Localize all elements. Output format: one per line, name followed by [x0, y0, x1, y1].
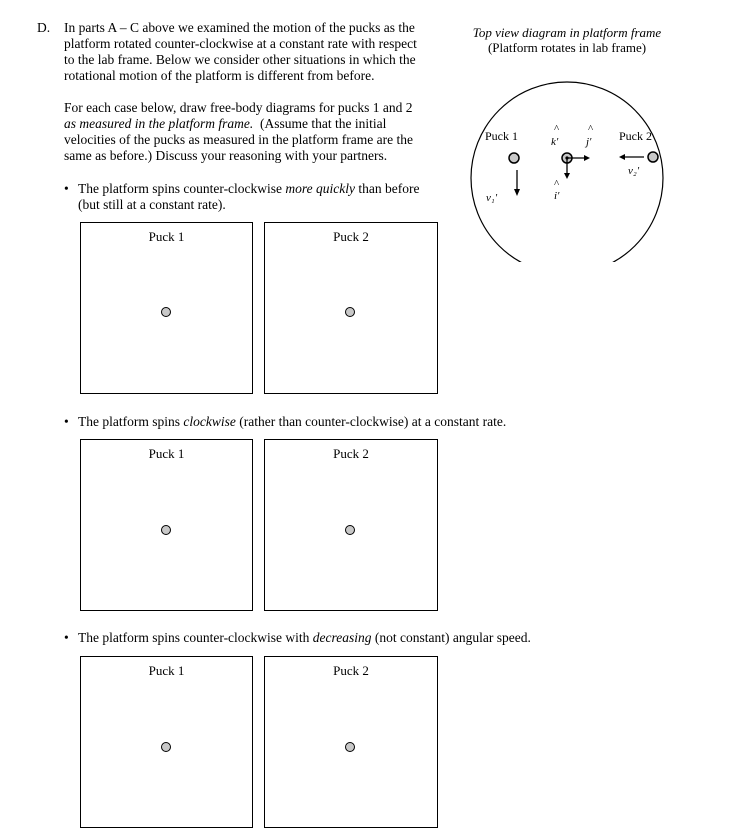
- case-1-text: [64, 181, 484, 215]
- puck-1-label: Puck 1: [148, 229, 185, 244]
- bullet-icon: •: [64, 630, 69, 645]
- puck-2-dot: [345, 525, 355, 535]
- instructions-line: For each case below, draw free-body diagrams for pucks 1 and 2: [64, 100, 413, 115]
- case-text: (but still at a constant rate).: [78, 197, 226, 212]
- instructions-line: velocities of the pucks as measured in the platform frame are the: [64, 132, 413, 147]
- platform-diagram: [462, 22, 732, 262]
- i-label: i′: [554, 190, 560, 202]
- case-1-puck-2-box[interactable]: [264, 222, 438, 394]
- v1-arrowhead: [514, 189, 520, 196]
- puck1-label: Puck 1: [485, 129, 518, 143]
- platform-svg: [462, 22, 732, 262]
- diagram-subtitle: (Platform rotates in lab frame): [487, 40, 647, 55]
- puck-2-label: Puck 2: [333, 229, 369, 244]
- case-text: The platform spins counter-clockwise with: [78, 630, 313, 645]
- case-text: The platform spins counter-clockwise: [78, 181, 286, 196]
- case-emphasis: more quickly: [285, 181, 356, 196]
- puck2-label: Puck 2: [619, 129, 652, 143]
- intro-line: platform rotated counter-clockwise at a constant rate with respect: [64, 36, 417, 51]
- intro-line: to the lab frame. Below we consider other situations in which the: [64, 52, 416, 67]
- case-text: (rather than counter-clockwise) at a constant rate.: [235, 414, 507, 429]
- diagram-puck-2: [648, 152, 658, 162]
- part-label: D.: [37, 20, 51, 35]
- case-text: (not constant) angular speed.: [371, 630, 531, 645]
- case-3-text: [64, 630, 664, 648]
- intro-line: rotational motion of the platform is different from before.: [64, 68, 375, 83]
- case-1-puck-1-box[interactable]: [80, 222, 253, 394]
- puck-1-label: Puck 1: [148, 663, 185, 678]
- case-3-puck-2-box[interactable]: [264, 656, 438, 828]
- case-emphasis: clockwise: [183, 414, 236, 429]
- case-2-puck-1-box[interactable]: [80, 439, 253, 611]
- v1-label: v₁′: [486, 192, 498, 204]
- intro-line: In parts A – C above we examined the motion of the pucks as the: [64, 20, 415, 35]
- diagram-title: Top view diagram in platform frame: [472, 25, 662, 40]
- case-2-line-1: [78, 414, 506, 430]
- puck-2-dot: [345, 742, 355, 752]
- case-1-line-2: [78, 197, 226, 213]
- diagram-puck-1: [509, 153, 519, 163]
- bullet-icon: •: [64, 414, 69, 429]
- k-hat: ^: [554, 123, 560, 135]
- i-hat: ^: [554, 178, 560, 190]
- puck-2-label: Puck 2: [333, 663, 369, 678]
- bullet-icon: •: [64, 181, 69, 196]
- puck-1-dot: [161, 307, 171, 317]
- case-text: The platform spins: [78, 414, 184, 429]
- v2-arrowhead: [619, 154, 625, 160]
- i-arrowhead: [564, 173, 570, 179]
- instructions-text: (Assume that the initial: [253, 116, 387, 131]
- instructions-emphasis: as measured in the platform frame.: [64, 116, 254, 131]
- case-3-line-1: [78, 630, 531, 646]
- v2-label: v₂′: [628, 165, 640, 177]
- j-arrowhead: [584, 155, 590, 161]
- case-text: than before: [355, 181, 420, 196]
- k-label: k′: [551, 136, 559, 148]
- j-hat: ^: [588, 123, 594, 135]
- case-2-puck-2-box[interactable]: [264, 439, 438, 611]
- instructions-line: [64, 116, 464, 132]
- puck-2-label: Puck 2: [333, 446, 369, 461]
- case-1-line-1: [78, 181, 420, 197]
- case-2-text: [64, 414, 624, 432]
- puck-2-dot: [345, 307, 355, 317]
- puck-1-dot: [161, 525, 171, 535]
- j-label: j′: [586, 136, 592, 148]
- puck-1-label: Puck 1: [148, 446, 185, 461]
- case-emphasis: decreasing: [312, 630, 372, 645]
- instructions-line: same as before.) Discuss your reasoning with your partners.: [64, 148, 388, 163]
- case-3-puck-1-box[interactable]: [80, 656, 253, 828]
- puck-1-dot: [161, 742, 171, 752]
- intro-paragraph: [64, 20, 464, 84]
- instructions-paragraph: [64, 100, 464, 164]
